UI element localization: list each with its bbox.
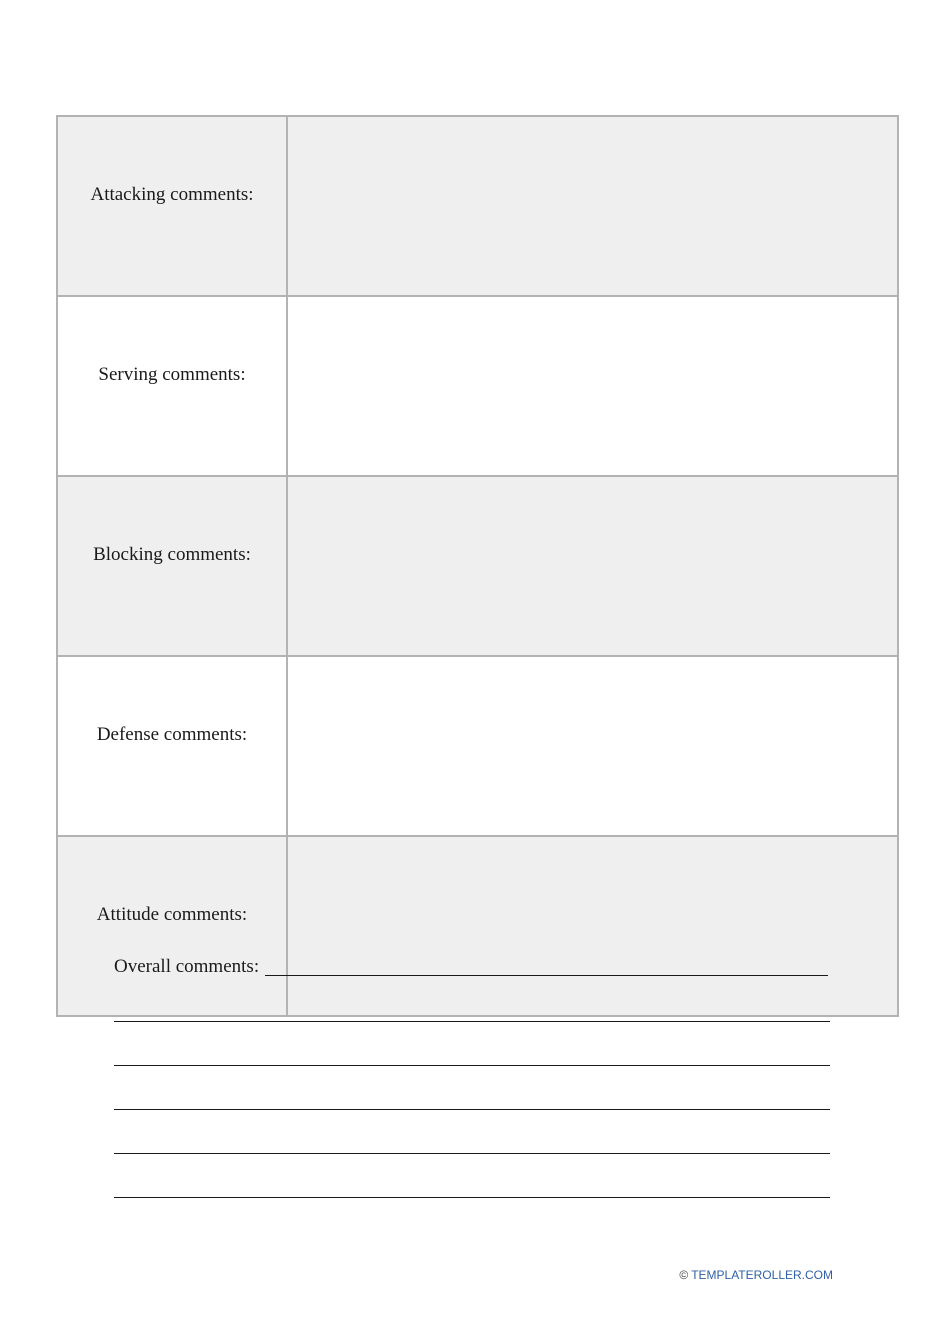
defense-row (57, 656, 898, 836)
defense-label: Defense comments: (57, 656, 287, 836)
overall-comments-label: Overall comments: (114, 956, 260, 977)
attacking-row (57, 116, 898, 296)
serving-answer-field[interactable] (287, 296, 898, 476)
overall-comments-blank-line[interactable] (114, 1196, 830, 1198)
blocking-answer-field[interactable] (287, 476, 898, 656)
overall-comments-first-line (114, 952, 830, 978)
footer-brand-link[interactable]: TEMPLATEROLLER.COM (691, 1268, 833, 1282)
overall-comments-blank-line[interactable] (114, 1064, 830, 1066)
serving-label: Serving comments: (57, 296, 287, 476)
overall-comments-blank-line[interactable] (265, 975, 828, 976)
evaluation-table (56, 115, 899, 1017)
overall-comments-blank-line[interactable] (114, 1152, 830, 1154)
blocking-label: Blocking comments: (57, 476, 287, 656)
overall-comments-blank-line[interactable] (114, 1108, 830, 1110)
footer-credit (679, 1268, 833, 1282)
copyright-symbol: © (679, 1268, 689, 1282)
defense-answer-field[interactable] (287, 656, 898, 836)
attacking-answer-field[interactable] (287, 116, 898, 296)
attitude-label: Attitude comments: (57, 836, 287, 1016)
overall-comments-blank-line[interactable] (114, 1020, 830, 1022)
blocking-row (57, 476, 898, 656)
serving-row (57, 296, 898, 476)
overall-comments-section (114, 952, 830, 1198)
attacking-label: Attacking comments: (57, 116, 287, 296)
